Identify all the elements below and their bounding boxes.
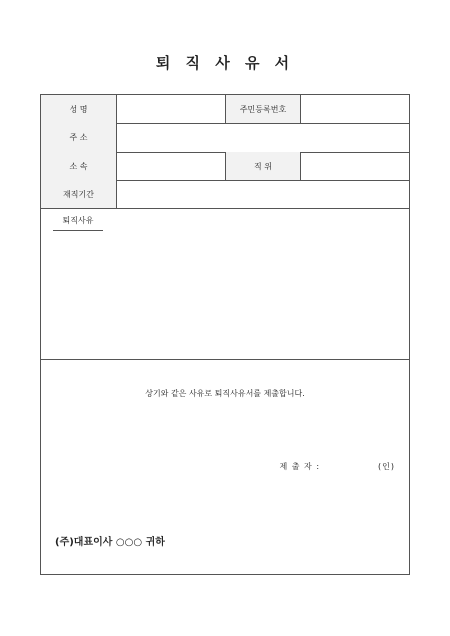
name-field[interactable] [117, 95, 226, 123]
statement-text: 상기와 같은 사유로 퇴직사유서를 제출합니다. [145, 389, 305, 398]
document-title: 퇴 직 사 유 서 [155, 54, 295, 72]
position-label: 직 위 [226, 152, 301, 180]
rrn-label: 주민등록번호 [226, 95, 301, 123]
tenure-label: 재직기간 [41, 180, 117, 208]
resignation-form [40, 94, 410, 575]
submitter-label: 제 출 자 : [279, 462, 321, 471]
row-address [41, 123, 409, 153]
row-department [41, 152, 409, 181]
row-tenure [41, 180, 409, 209]
name-label: 성 명 [41, 95, 117, 123]
address-field[interactable] [117, 123, 409, 152]
reason-label: 퇴직사유 [53, 215, 103, 231]
seal-mark: (인) [378, 462, 395, 471]
position-field[interactable] [301, 152, 409, 180]
tenure-field[interactable] [117, 180, 409, 208]
reason-section[interactable] [41, 208, 409, 360]
department-field[interactable] [117, 152, 226, 180]
address-label: 주 소 [41, 123, 117, 152]
row-name [41, 95, 409, 124]
department-label: 소 속 [41, 152, 117, 180]
addressee-text: (주)대표이사 ○○○ 귀하 [55, 537, 165, 548]
submitter-line [280, 461, 396, 472]
rrn-field[interactable] [301, 95, 409, 123]
submission-section [41, 359, 409, 574]
